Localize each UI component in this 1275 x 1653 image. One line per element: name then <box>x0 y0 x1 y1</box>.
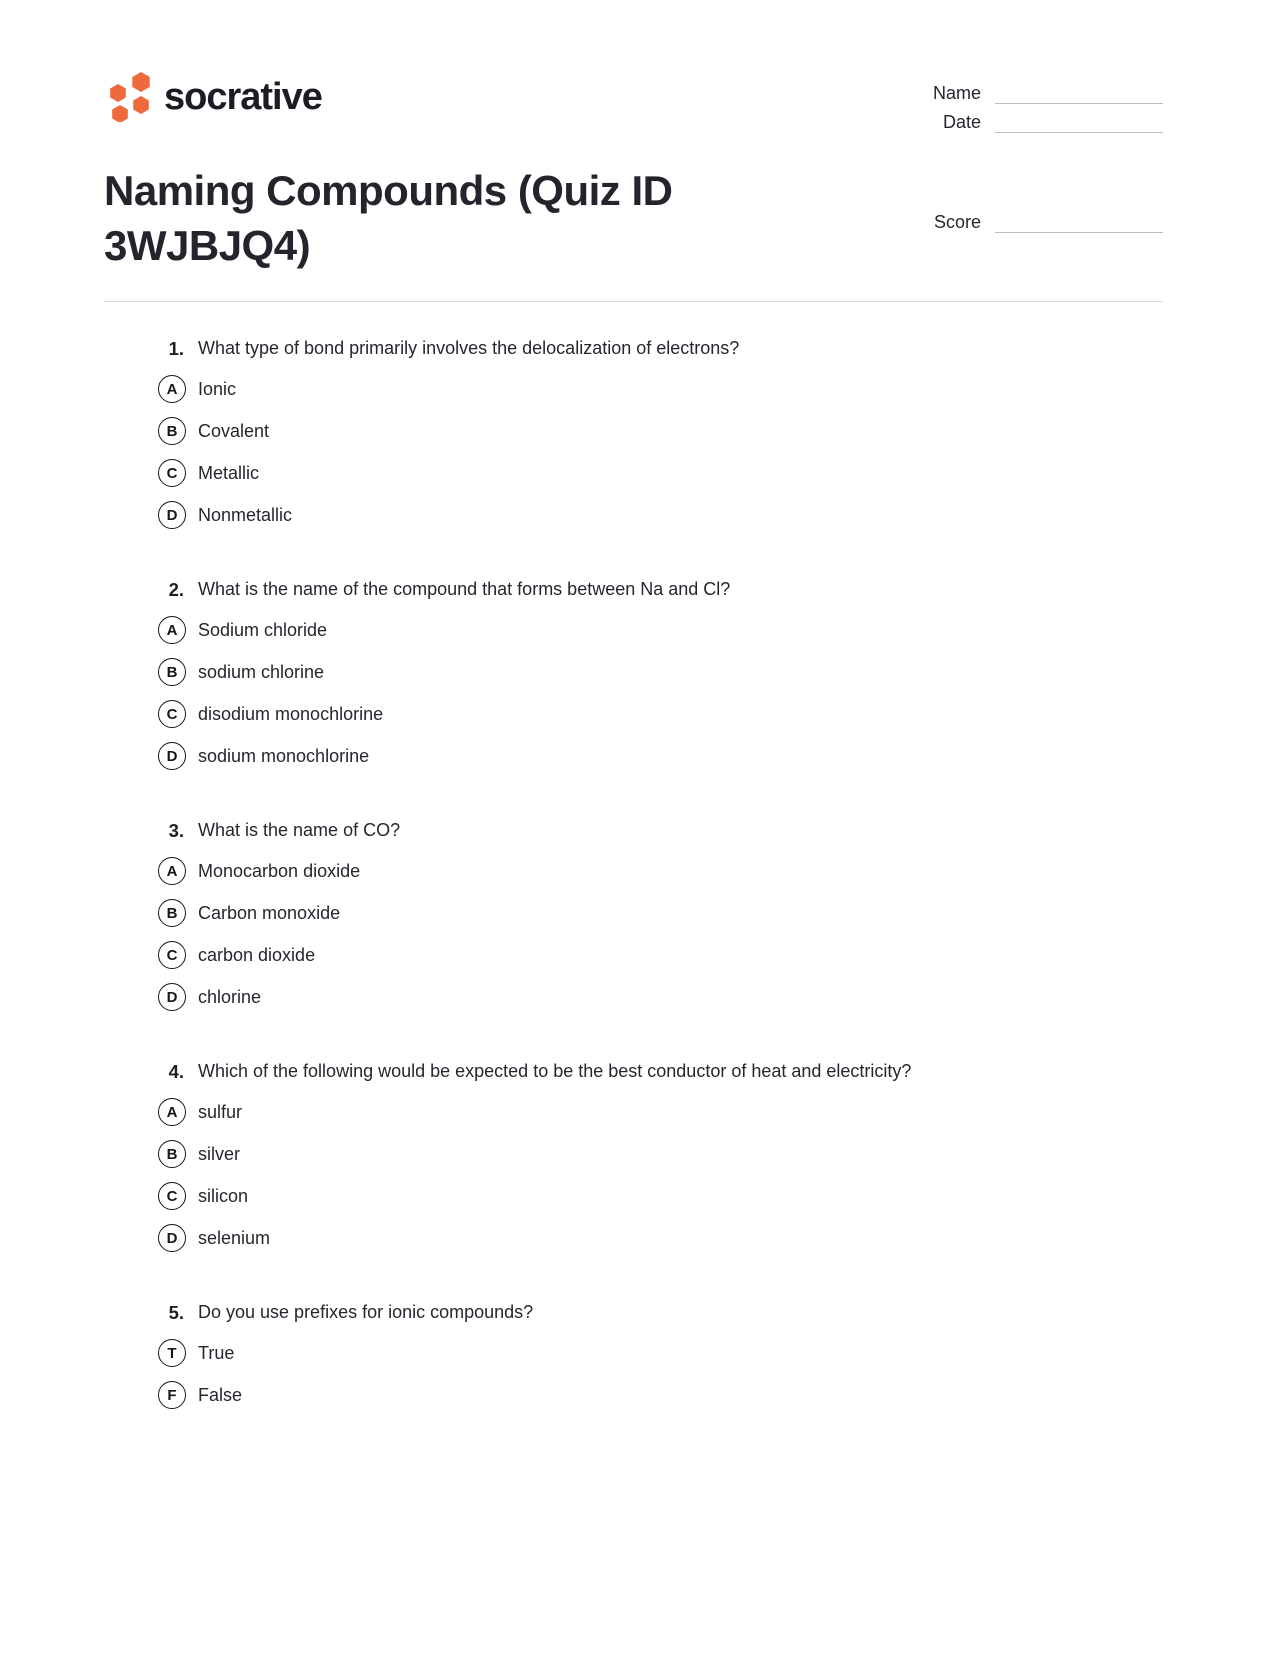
quiz-title: Naming Compounds (Quiz ID 3WJBJQ4) <box>104 167 673 269</box>
option-label: Metallic <box>198 462 260 483</box>
question-row <box>138 1059 1163 1084</box>
answer-bubble-c[interactable]: C <box>158 941 186 969</box>
answer-bubble-d[interactable]: D <box>158 1224 186 1252</box>
answer-bubble-b[interactable]: B <box>158 1140 186 1168</box>
answer-bubble-d[interactable]: D <box>158 983 186 1011</box>
option-label: Ionic <box>198 378 237 399</box>
answer-bubble-d[interactable]: D <box>158 742 186 770</box>
date-label: Date <box>942 112 981 132</box>
option-row-true <box>158 1339 1163 1367</box>
question-text: Which of the following would be expected to be the best conductor of heat and electricity? <box>198 1061 912 1081</box>
hexagon-cluster-icon <box>104 72 154 122</box>
option-row-b <box>158 899 1163 927</box>
question-5 <box>138 1300 1163 1409</box>
option-label: Covalent <box>198 420 270 441</box>
question-number: 1. <box>168 338 184 359</box>
answer-bubble-a[interactable]: A <box>158 857 186 885</box>
date-field-row <box>919 111 1163 133</box>
question-text: What type of bond primarily involves the delocalization of electrons? <box>198 338 740 358</box>
option-row-d <box>158 501 1163 529</box>
name-field-row <box>919 82 1163 104</box>
option-row-a <box>158 857 1163 885</box>
option-row-b <box>158 658 1163 686</box>
socrative-logo <box>104 72 322 122</box>
question-list <box>104 336 1163 1409</box>
answer-bubble-a[interactable]: A <box>158 375 186 403</box>
header-divider <box>104 301 1163 302</box>
answer-bubble-true[interactable]: T <box>158 1339 186 1367</box>
option-row-c <box>158 459 1163 487</box>
question-text: Do you use prefixes for ionic compounds? <box>198 1302 534 1322</box>
option-label: Carbon monoxide <box>198 902 341 923</box>
option-label: disodium monochlorine <box>198 703 384 724</box>
option-label: sulfur <box>198 1101 243 1122</box>
answer-bubble-a[interactable]: A <box>158 616 186 644</box>
score-field <box>919 163 1163 233</box>
question-2 <box>138 577 1163 770</box>
option-row-false <box>158 1381 1163 1409</box>
option-label: True <box>198 1342 235 1363</box>
score-fill-line[interactable] <box>995 211 1163 233</box>
question-text: What is the name of CO? <box>198 820 401 840</box>
answer-bubble-c[interactable]: C <box>158 1182 186 1210</box>
option-row-a <box>158 1098 1163 1126</box>
option-label: False <box>198 1384 243 1405</box>
answer-bubble-b[interactable]: B <box>158 417 186 445</box>
question-text: What is the name of the compound that forms between Na and Cl? <box>198 579 731 599</box>
question-number: 4. <box>168 1061 184 1082</box>
answer-bubble-a[interactable]: A <box>158 1098 186 1126</box>
question-4 <box>138 1059 1163 1252</box>
answer-bubble-c[interactable]: C <box>158 459 186 487</box>
score-label: Score <box>933 212 981 232</box>
option-row-c <box>158 941 1163 969</box>
title-row <box>104 163 1163 273</box>
question-3 <box>138 818 1163 1011</box>
answer-bubble-b[interactable]: B <box>158 658 186 686</box>
option-row-d <box>158 983 1163 1011</box>
option-label: Sodium chloride <box>198 619 328 640</box>
name-date-fields <box>919 72 1163 133</box>
option-row-a <box>158 375 1163 403</box>
answer-bubble-false[interactable]: F <box>158 1381 186 1409</box>
option-label: silicon <box>198 1185 249 1206</box>
question-row <box>138 577 1163 602</box>
option-label: selenium <box>198 1227 271 1248</box>
option-label: sodium chlorine <box>198 661 325 682</box>
brand-name: socrative <box>164 76 322 118</box>
question-number: 2. <box>168 579 184 600</box>
option-label: Nonmetallic <box>198 504 293 525</box>
answer-bubble-b[interactable]: B <box>158 899 186 927</box>
score-field-row <box>919 211 1163 233</box>
question-row <box>138 818 1163 843</box>
option-row-c <box>158 1182 1163 1210</box>
question-row <box>138 1300 1163 1325</box>
date-fill-line[interactable] <box>995 111 1163 133</box>
question-number: 5. <box>168 1302 184 1323</box>
option-label: carbon dioxide <box>198 944 316 965</box>
answer-bubble-c[interactable]: C <box>158 700 186 728</box>
page-header <box>104 72 1163 133</box>
option-label: Monocarbon dioxide <box>198 860 361 881</box>
question-1 <box>138 336 1163 529</box>
option-row-b <box>158 417 1163 445</box>
option-label: sodium monochlorine <box>198 745 370 766</box>
option-row-b <box>158 1140 1163 1168</box>
option-label: silver <box>198 1143 241 1164</box>
option-label: chlorine <box>198 986 262 1007</box>
option-row-d <box>158 1224 1163 1252</box>
option-row-c <box>158 700 1163 728</box>
answer-bubble-d[interactable]: D <box>158 501 186 529</box>
name-label: Name <box>932 83 981 103</box>
question-row <box>138 336 1163 361</box>
name-fill-line[interactable] <box>995 82 1163 104</box>
option-row-d <box>158 742 1163 770</box>
question-number: 3. <box>168 820 184 841</box>
option-row-a <box>158 616 1163 644</box>
